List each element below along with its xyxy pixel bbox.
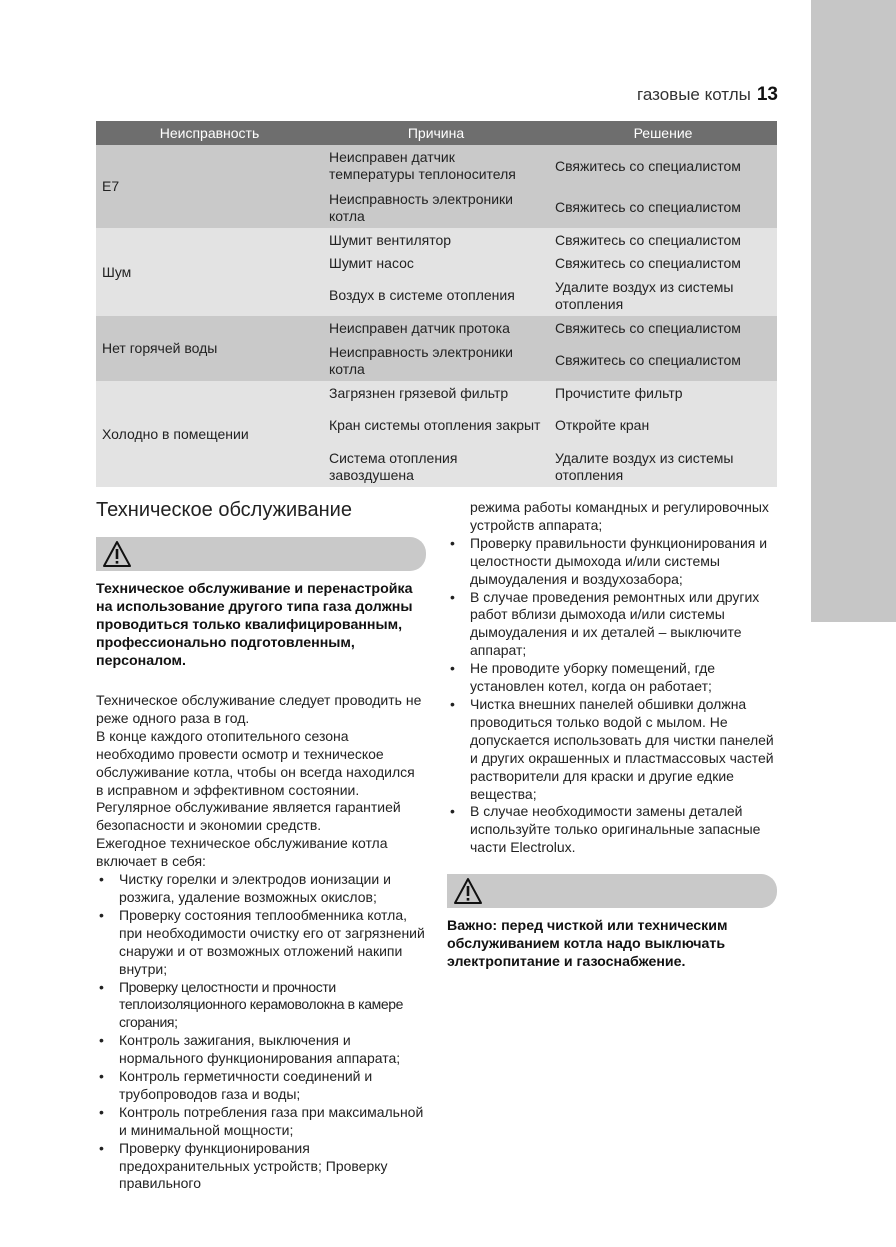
list-item-text: Контроль зажигания, выключения и нормального функционирования аппарата; [119,1032,401,1067]
warning-text: Техническое обслуживание и перенастройка на использование другого типа газа должны проводиться только квалифицированным, профессионально подготовленным, персоналом. [96,581,413,669]
paragraph: Техническое обслуживание следует проводить не реже одного раза в год. [96,692,422,726]
bullet-glyph: • [450,660,455,677]
cause-cell: Воздух в системе отопления [323,275,549,316]
bullet-glyph: • [99,906,104,923]
list-item-text: Проверку состояния теплообменника котла, при необходимости очистку его от загрязнений снаружи и от возможных отложений накипи внутри; [119,906,425,977]
cause-cell: Неисправность электроники котла [323,187,549,228]
list-item [96,1032,426,1068]
paragraph: Регулярное обслуживание является гарантией безопасности и экономии средств. [96,799,401,834]
list-item [447,696,777,803]
list-item [96,1140,426,1194]
cause-cell: Неисправен датчик температуры теплоносителя [323,145,549,187]
solution-cell: Свяжитесь со специалистом [549,252,777,275]
bullet-glyph: • [450,695,455,712]
solution-cell: Свяжитесь со специалистом [549,187,777,228]
fault-cell: Шум [96,228,323,316]
list-item [96,979,426,1033]
header-fault: Неисправность [96,121,323,145]
warning-icon [102,540,132,568]
header-solution: Решение [549,121,777,145]
cause-cell: Шумит насос [323,252,549,275]
list-item [96,907,426,979]
bullet-glyph: • [99,1103,104,1120]
cause-cell: Неисправность электроники котла [323,340,549,381]
list-item-text: Проверку целостности и прочности теплоизоляционного керамоволокна в камере сгорания; [119,978,403,1031]
troubleshooting-table [96,121,777,487]
left-column [96,497,426,1193]
table-row [96,228,777,252]
solution-cell: Удалите воздух из системы отопления [549,275,777,316]
bullet-glyph: • [450,534,455,551]
cause-cell: Система отопления завоздушена [323,446,549,487]
solution-cell: Откройте кран [549,405,777,446]
bullet-glyph: • [450,803,455,820]
fault-cell: Холодно в помещении [96,381,323,487]
page-header [637,84,778,106]
bullet-glyph: • [99,1139,104,1156]
maintenance-list-continued [447,535,777,857]
warning-bar [447,874,777,908]
paragraph: В конце каждого отопительного сезона необходимо провести осмотр и техническое обслуживание котла, чтобы он всегда находился в исправном и эффективном состоянии. [96,727,415,798]
warning-icon [453,877,483,905]
table-row [96,145,777,187]
list-item-text: В случае необходимости замены деталей используйте только оригинальные запасные части Electrolux. [470,803,761,856]
bullet-glyph: • [99,978,104,995]
table-row [96,316,777,340]
bullet-glyph: • [99,1068,104,1085]
cause-cell: Шумит вентилятор [323,228,549,252]
solution-cell: Прочистите фильтр [549,381,777,405]
list-item-text: В случае проведения ремонтных или других работ вблизи дымохода и/или системы дымоудаления и их деталей – выключите аппарат; [470,588,760,659]
list-item [447,660,777,696]
table-row [96,381,777,405]
list-item-text: Проверку правильности функционирования и целостности дымохода и/или системы дымоудаления и воздухозабора; [470,534,768,587]
maintenance-list [96,871,426,1193]
cause-cell: Неисправен датчик протока [323,316,549,340]
bullet-glyph: • [99,871,104,888]
bullet-glyph: • [450,588,455,605]
solution-cell: Свяжитесь со специалистом [549,316,777,340]
bullet-glyph: • [99,1032,104,1049]
cause-cell: Загрязнен грязевой фильтр [323,381,549,405]
side-tab-marker [811,0,896,622]
list-item-text: Чистка внешних панелей обшивки должна проводиться только водой с мылом. Не допускается использовать для чистки панелей и других окрашенных и пластмассовых частей растворители для краски и другие едкие вещества; [470,695,774,802]
list-item [96,1068,426,1104]
fault-cell: Нет горячей воды [96,316,323,381]
list-item [96,1104,426,1140]
solution-cell: Свяжитесь со специалистом [549,340,777,381]
header-title: газовые котлы [637,85,751,104]
cause-cell: Кран системы отопления закрыт [323,405,549,446]
list-continuation: режима работы командных и регулировочных устройств аппарата; [470,499,769,533]
solution-cell: Удалите воздух из системы отопления [549,446,777,487]
warning-bar [96,537,426,571]
paragraph: Ежегодное техническое обслуживание котла включает в себя: [96,835,388,870]
header-cause: Причина [323,121,549,145]
list-item [447,589,777,661]
fault-cell: E7 [96,145,323,228]
list-item [96,871,426,907]
section-title: Техническое обслуживание [96,499,352,521]
page-number: 13 [756,84,778,105]
list-item [447,803,777,857]
solution-cell: Свяжитесь со специалистом [549,228,777,252]
list-item-text: Не проводите уборку помещений, где установлен котел, когда он работает; [470,660,716,695]
table-header-row [96,121,777,145]
list-item [447,535,777,589]
solution-cell: Свяжитесь со специалистом [549,145,777,187]
right-column [447,499,777,971]
list-item-text: Контроль герметичности соединений и трубопроводов газа и воды; [119,1068,373,1102]
list-item-text: Контроль потребления газа при максимальной и минимальной мощности; [119,1103,424,1138]
list-item-text: Чистку горелки и электродов ионизации и розжига, удаление возможных окислов; [119,871,391,905]
list-item-text: Проверку функционирования предохранительных устройств; Проверку правильного [119,1139,388,1192]
warning-text: Важно: перед чисткой или техническим обслуживанием котла надо выключать электропитание и газоснабжение. [447,918,728,971]
